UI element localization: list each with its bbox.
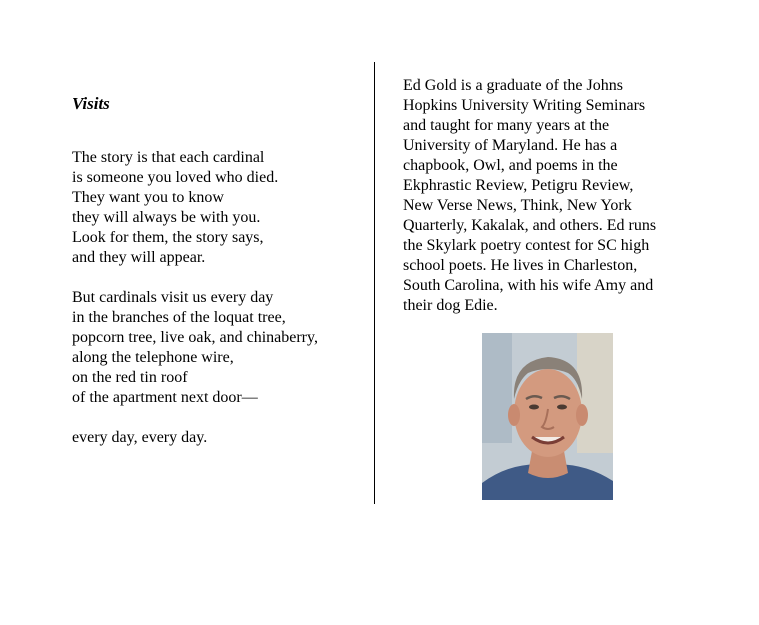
- author-portrait: [482, 333, 613, 500]
- bio-line: Hopkins University Writing Seminars: [403, 97, 646, 114]
- poem-line: in the branches of the loquat tree,: [72, 309, 286, 326]
- bio-line: Quarterly, Kakalak, and others. Ed runs: [403, 217, 657, 234]
- poem-line: Look for them, the story says,: [72, 229, 264, 246]
- bio-line: the Skylark poetry contest for SC high: [403, 237, 650, 254]
- stanza-1: [72, 148, 362, 268]
- bio-line: their dog Edie.: [403, 297, 498, 314]
- bio-line: Ekphrastic Review, Petigru Review,: [403, 177, 634, 194]
- bio-line: chapbook, Owl, and poems in the: [403, 157, 618, 174]
- poem-line: along the telephone wire,: [72, 349, 234, 366]
- poem-title: Visits: [72, 94, 110, 113]
- bio-line: and taught for many years at the: [403, 117, 610, 134]
- column-divider: [374, 62, 375, 504]
- bio-line: New Verse News, Think, New York: [403, 197, 632, 214]
- author-bio: [403, 76, 703, 316]
- poem-line: The story is that each cardinal: [72, 149, 265, 166]
- poem-line: they will always be with you.: [72, 209, 261, 226]
- bio-column: [403, 76, 703, 316]
- stanza-3: [72, 428, 362, 448]
- stanza-2: [72, 288, 362, 408]
- poem-line: But cardinals visit us every day: [72, 289, 274, 306]
- bio-line: Ed Gold is a graduate of the Johns: [403, 77, 623, 94]
- poem-line: and they will appear.: [72, 249, 206, 266]
- bio-line: University of Maryland. He has a: [403, 137, 618, 154]
- poem-column: [72, 92, 362, 468]
- poem-line: is someone you loved who died.: [72, 169, 279, 186]
- poem-line: They want you to know: [72, 189, 224, 206]
- poem-line: popcorn tree, live oak, and chinaberry,: [72, 329, 318, 346]
- poem-line: every day, every day.: [72, 429, 208, 446]
- poem-line: on the red tin roof: [72, 369, 188, 386]
- bio-line: school poets. He lives in Charleston,: [403, 257, 638, 274]
- poem-line: of the apartment next door—: [72, 389, 258, 406]
- bio-line: South Carolina, with his wife Amy and: [403, 277, 654, 294]
- author-photo: [482, 333, 613, 500]
